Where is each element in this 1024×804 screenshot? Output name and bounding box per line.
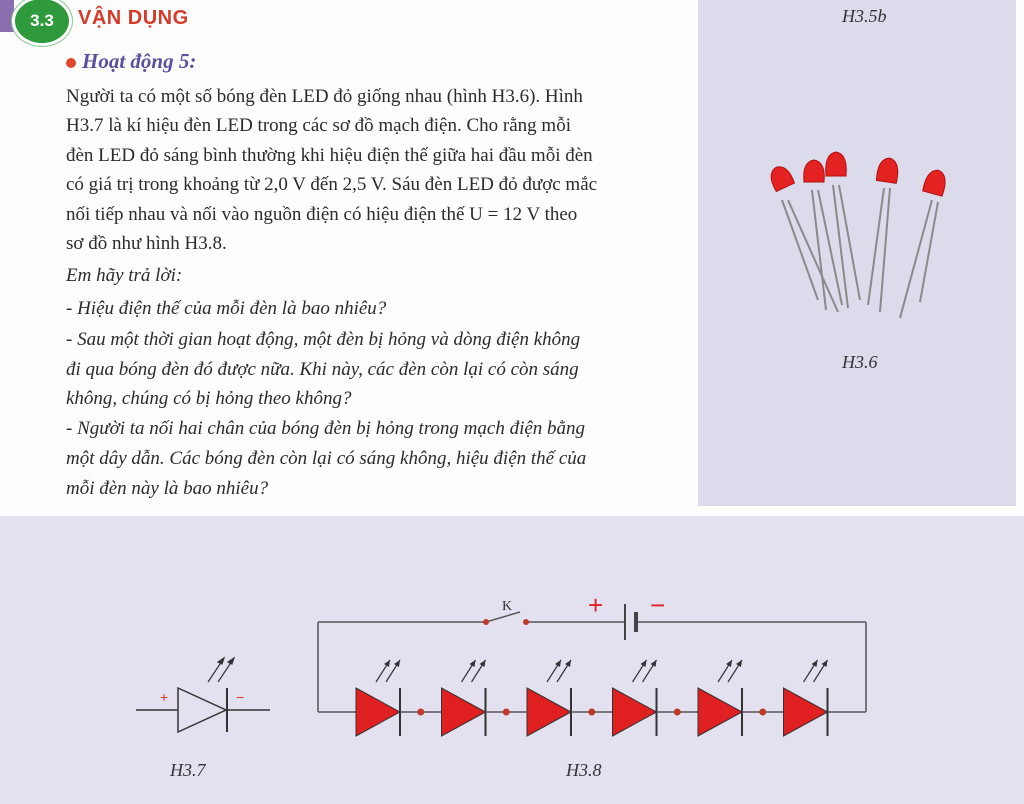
paragraph-line: sơ đồ như hình H3.8. [66,233,227,254]
light-arrowhead [480,660,486,667]
section-title: VẬN DỤNG [78,7,189,29]
led-triangle [527,688,571,736]
paragraph-line: đèn LED đỏ sáng bình thường khi hiệu điện thế giữa hai đầu mỗi đèn [66,145,593,166]
light-arrowhead [555,660,561,667]
paragraph-line: Người ta có một số bóng đèn LED đỏ giống nhau (hình H3.6). Hình [66,86,583,107]
led-triangle [356,688,400,736]
section-number-badge: 3.3 [12,0,72,46]
junction-dot [588,709,595,716]
led-triangle [698,688,742,736]
question-line: đi qua bóng đèn đó được nữa. Khi này, các đèn còn lại có còn sáng [66,359,579,380]
junction-dot [759,709,766,716]
figure-label-h38: H3.8 [566,760,602,780]
figure-label-h37: H3.7 [170,760,206,780]
question-line: - Hiệu điện thế của mỗi đèn là bao nhiêu? [66,298,387,319]
led-triangle [442,688,486,736]
question-line: một dây dẫn. Các bóng đèn còn lại có sáng không, hiệu điện thế của [66,448,587,469]
light-arrowhead [736,660,742,667]
symbol-minus: − [236,689,245,705]
switch-contact [523,619,529,625]
led-triangle [784,688,828,736]
battery-plus-sign: + [588,590,604,620]
junction-dot [503,709,510,716]
paragraph-line: H3.7 là kí hiệu đèn LED trong các sơ đồ mạch điện. Cho rằng mỗi [66,115,571,136]
symbol-plus: + [160,689,169,705]
light-arrowhead [565,660,571,667]
activity-title: Hoạt động 5: [82,49,197,73]
question-line: - Sau một thời gian hoạt động, một đèn bị hỏng và dòng điện không [66,329,581,350]
paragraph-line: nối tiếp nhau và nối vào nguồn điện có hiệu điện thế U = 12 V theo [66,204,578,225]
question-line: mỗi đèn này là bao nhiêu? [66,478,269,499]
light-arrowhead [726,660,732,667]
light-arrowhead [822,660,828,667]
switch-label: K [502,599,513,614]
light-arrowhead [384,660,390,667]
junction-dot [417,709,424,716]
switch-contact [483,619,489,625]
battery-minus-sign: − [650,590,666,620]
light-arrowhead [651,660,657,667]
figure-label-h35b: H3.5b [842,6,887,26]
light-arrowhead [394,660,400,667]
light-arrowhead [470,660,476,667]
question-intro: Em hãy trả lời: [66,265,183,286]
led-chain [356,660,828,736]
light-arrowhead [812,660,818,667]
figure-label-h36: H3.6 [842,352,878,372]
question-line: không, chúng có bị hỏng theo không? [66,388,352,409]
light-arrowhead [641,660,647,667]
led-triangle [613,688,657,736]
junction-dot [674,709,681,716]
paragraph-line: có giá trị trong khoảng từ 2,0 V đến 2,5 V. Sáu đèn LED đỏ được mắc [66,174,598,195]
question-line: - Người ta nối hai chân của bóng đèn bị hỏng trong mạch điện bằng [66,418,586,439]
